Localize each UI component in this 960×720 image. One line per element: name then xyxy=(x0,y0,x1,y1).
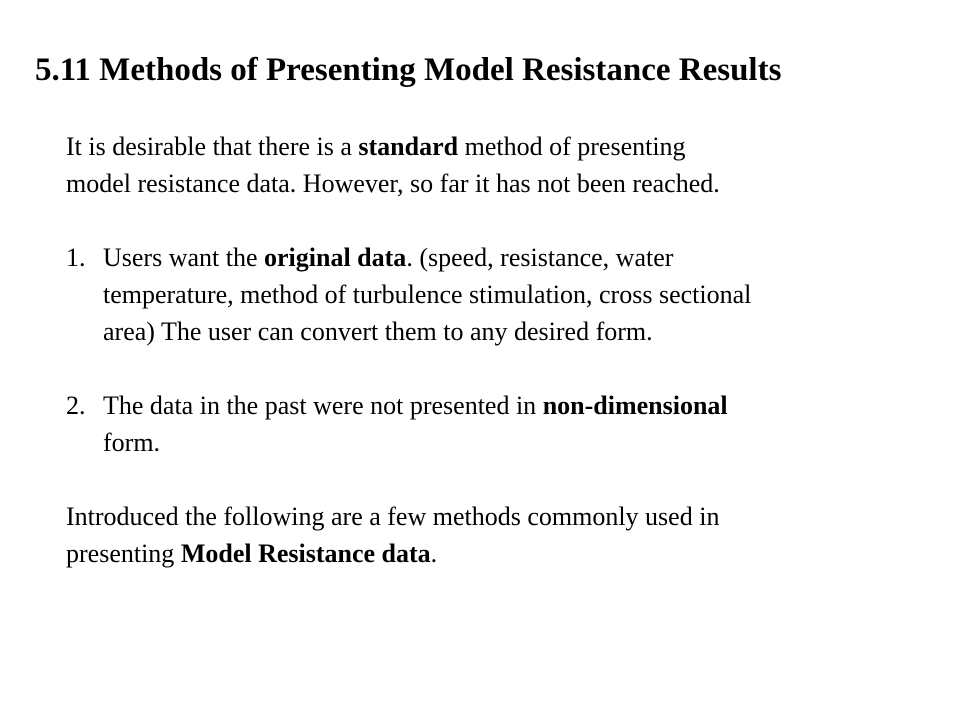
spacer xyxy=(66,350,906,387)
item-1-line-1 xyxy=(103,239,906,276)
closing-text-2a: presenting xyxy=(66,539,181,568)
item-1-text-1b: . (speed, resistance, water xyxy=(406,243,674,272)
item-2-text-1a: The data in the past were not presented in xyxy=(103,391,543,420)
intro-text-1a: It is desirable that there is a xyxy=(66,132,359,161)
item-1-text-1a: Users want the xyxy=(103,243,265,272)
intro-text-1b: method of presenting xyxy=(458,132,686,161)
spacer xyxy=(66,461,906,498)
item-1-bold-original-data: original data xyxy=(264,243,407,272)
closing-paragraph xyxy=(66,498,906,572)
intro-paragraph xyxy=(66,128,906,202)
closing-text-2b: . xyxy=(430,539,438,568)
item-2-bold-non-dimensional: non-dimensional xyxy=(542,391,728,420)
list-item-2-number: 2. xyxy=(66,391,86,420)
item-2-line-1 xyxy=(103,387,906,424)
closing-line-2 xyxy=(66,535,906,572)
intro-line-1 xyxy=(66,128,906,165)
list-item-1 xyxy=(66,239,906,350)
list-item-1-text xyxy=(103,239,906,350)
item-2-line-2: form. xyxy=(103,428,161,457)
item-1-line-3: area) The user can convert them to any desired form. xyxy=(103,317,653,346)
intro-line-2: model resistance data. However, so far it has not been reached. xyxy=(66,169,720,198)
list-item-1-number: 1. xyxy=(66,243,86,272)
list-item-2 xyxy=(66,387,906,461)
intro-bold-standard: standard xyxy=(358,132,459,161)
slide-title: 5.11 Methods of Presenting Model Resistance Results xyxy=(35,52,782,88)
slide-body xyxy=(66,128,906,572)
spacer xyxy=(66,202,906,239)
closing-bold-model-resistance-data: Model Resistance data xyxy=(180,539,431,568)
list-item-2-text xyxy=(103,387,906,461)
item-1-line-2: temperature, method of turbulence stimulation, cross sectional xyxy=(103,280,752,309)
closing-line-1: Introduced the following are a few methods commonly used in xyxy=(66,502,720,531)
